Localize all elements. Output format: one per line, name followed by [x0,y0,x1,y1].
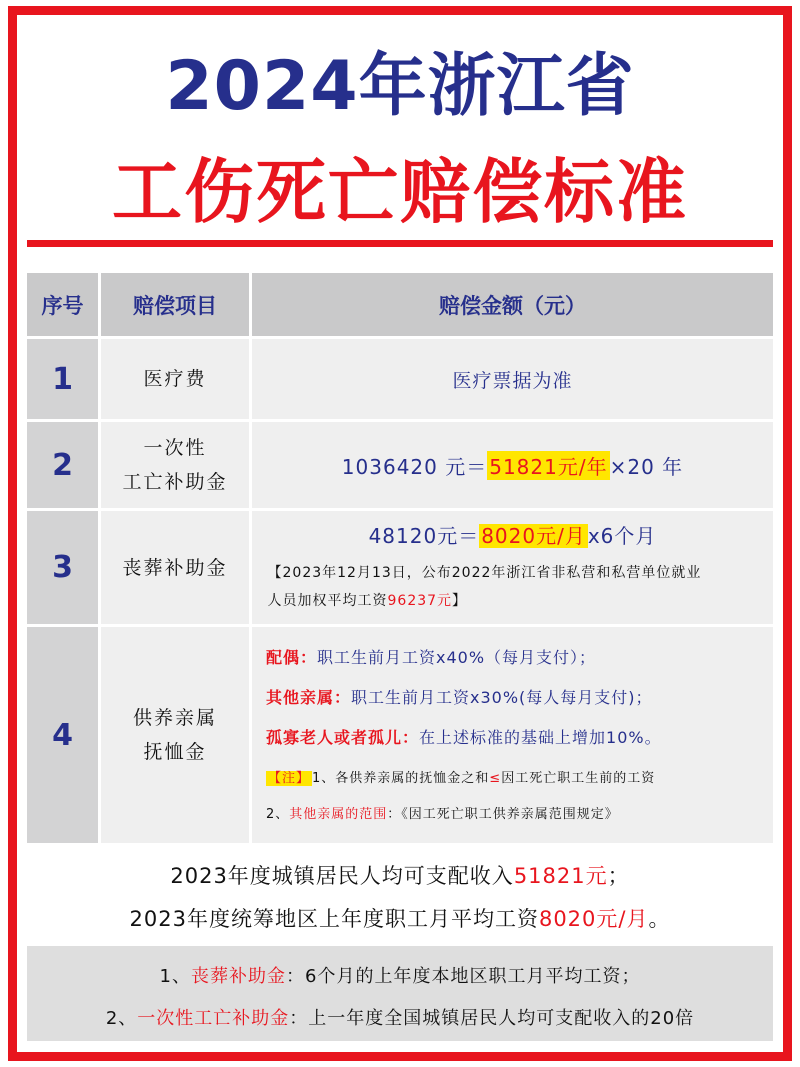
header-num: 序号 [27,273,98,336]
footer-line-2 [27,903,773,933]
footer-text: ； [607,864,630,888]
footer-line-1 [27,860,773,890]
footer-value: 8020元/月 [538,907,649,931]
note2-pre: 2、 [266,807,290,822]
footer-note-1 [27,962,773,988]
wage-note-end: 】 [452,593,468,609]
footer-note-red: 一次性工亡补助金 [137,1008,290,1029]
row-item: 医疗费 [101,339,249,419]
amount-multiplier: ×20 年 [609,454,684,479]
spouse-label: 配偶： [266,648,318,667]
spouse-text: 职工生前月工资x40%（每月支付）； [317,648,597,667]
row-number: 2 [27,422,98,508]
amount-formula: 1036420 元＝ [341,454,488,479]
footer-note-text: ：上一年度全国城镇居民人均可支配收入的20倍 [289,1008,695,1029]
table-row [27,511,773,624]
row-amount [252,627,773,843]
row-amount [252,422,773,508]
row-item-line: 供养亲属 [132,707,217,729]
note1-symbol: ≤ [489,771,502,786]
footer-text: 2023年度统筹地区上年度职工月平均工资 [129,907,539,931]
footer-note-text: 2、 [105,1008,138,1029]
row-item: 丧葬补助金 [101,511,249,624]
footer-note-text: ：6个月的上年度本地区职工月平均工资； [286,966,641,987]
footer-summary [27,845,773,944]
row-item [101,627,249,843]
header-amount: 赔偿金额（元） [252,273,773,336]
note-label: 【注】 [268,771,311,786]
header-item: 赔偿项目 [101,273,249,336]
footer-text: 。 [648,907,671,931]
title-divider [27,240,773,247]
amount-highlight: 51821元/年 [487,451,609,480]
footer-note-2 [27,1004,773,1030]
table-row [27,339,773,419]
other-relatives-text: 职工生前月工资x30%(每人每月支付)； [351,688,653,707]
row-item-line: 抚恤金 [143,741,207,763]
row-amount: 医疗票据为准 [252,339,773,419]
row-item [101,422,249,508]
row-item-line: 工亡补助金 [122,471,228,493]
footer-value: 51821元 [513,864,608,888]
other-relatives-label: 其他亲属： [266,688,352,707]
footer-note-text: 1、 [159,966,191,987]
page-title: 2024年浙江省 [165,47,635,126]
note2-red: 其他亲属的范围 [289,807,388,822]
row-number: 4 [27,627,98,843]
amount-formula: 48120元＝ [368,524,480,548]
footer-notes [27,946,773,1041]
row-number: 3 [27,511,98,624]
row-amount [252,511,773,624]
page-subtitle: 工伤死亡赔偿标准 [112,151,688,233]
footer-text: 2023年度城镇居民人均可支配收入 [170,864,514,888]
note1-pre: 1、各供养亲属的抚恤金之和 [312,771,490,786]
row-item-line: 一次性 [143,437,207,459]
footer-note-red: 丧葬补助金 [191,966,286,987]
wage-note-line1: 【2023年12月13日，公布2022年浙江省非私营和私营单位就业 [267,565,702,581]
table-row [27,422,773,508]
orphan-label: 孤寡老人或者孤儿： [266,728,420,747]
row-number: 1 [27,339,98,419]
orphan-text: 在上述标准的基础上增加10%。 [419,728,662,747]
note1-post: 因工死亡职工生前的工资 [501,771,656,786]
amount-highlight: 8020元/月 [481,524,586,548]
table-row [27,627,773,843]
note2-post: ：《因工死亡职工供养亲属范围规定》 [387,807,619,822]
wage-note-value: 96237元 [387,593,453,609]
amount-multiplier: x6个月 [587,524,657,548]
wage-note-line2: 人员加权平均工资 [267,593,388,609]
